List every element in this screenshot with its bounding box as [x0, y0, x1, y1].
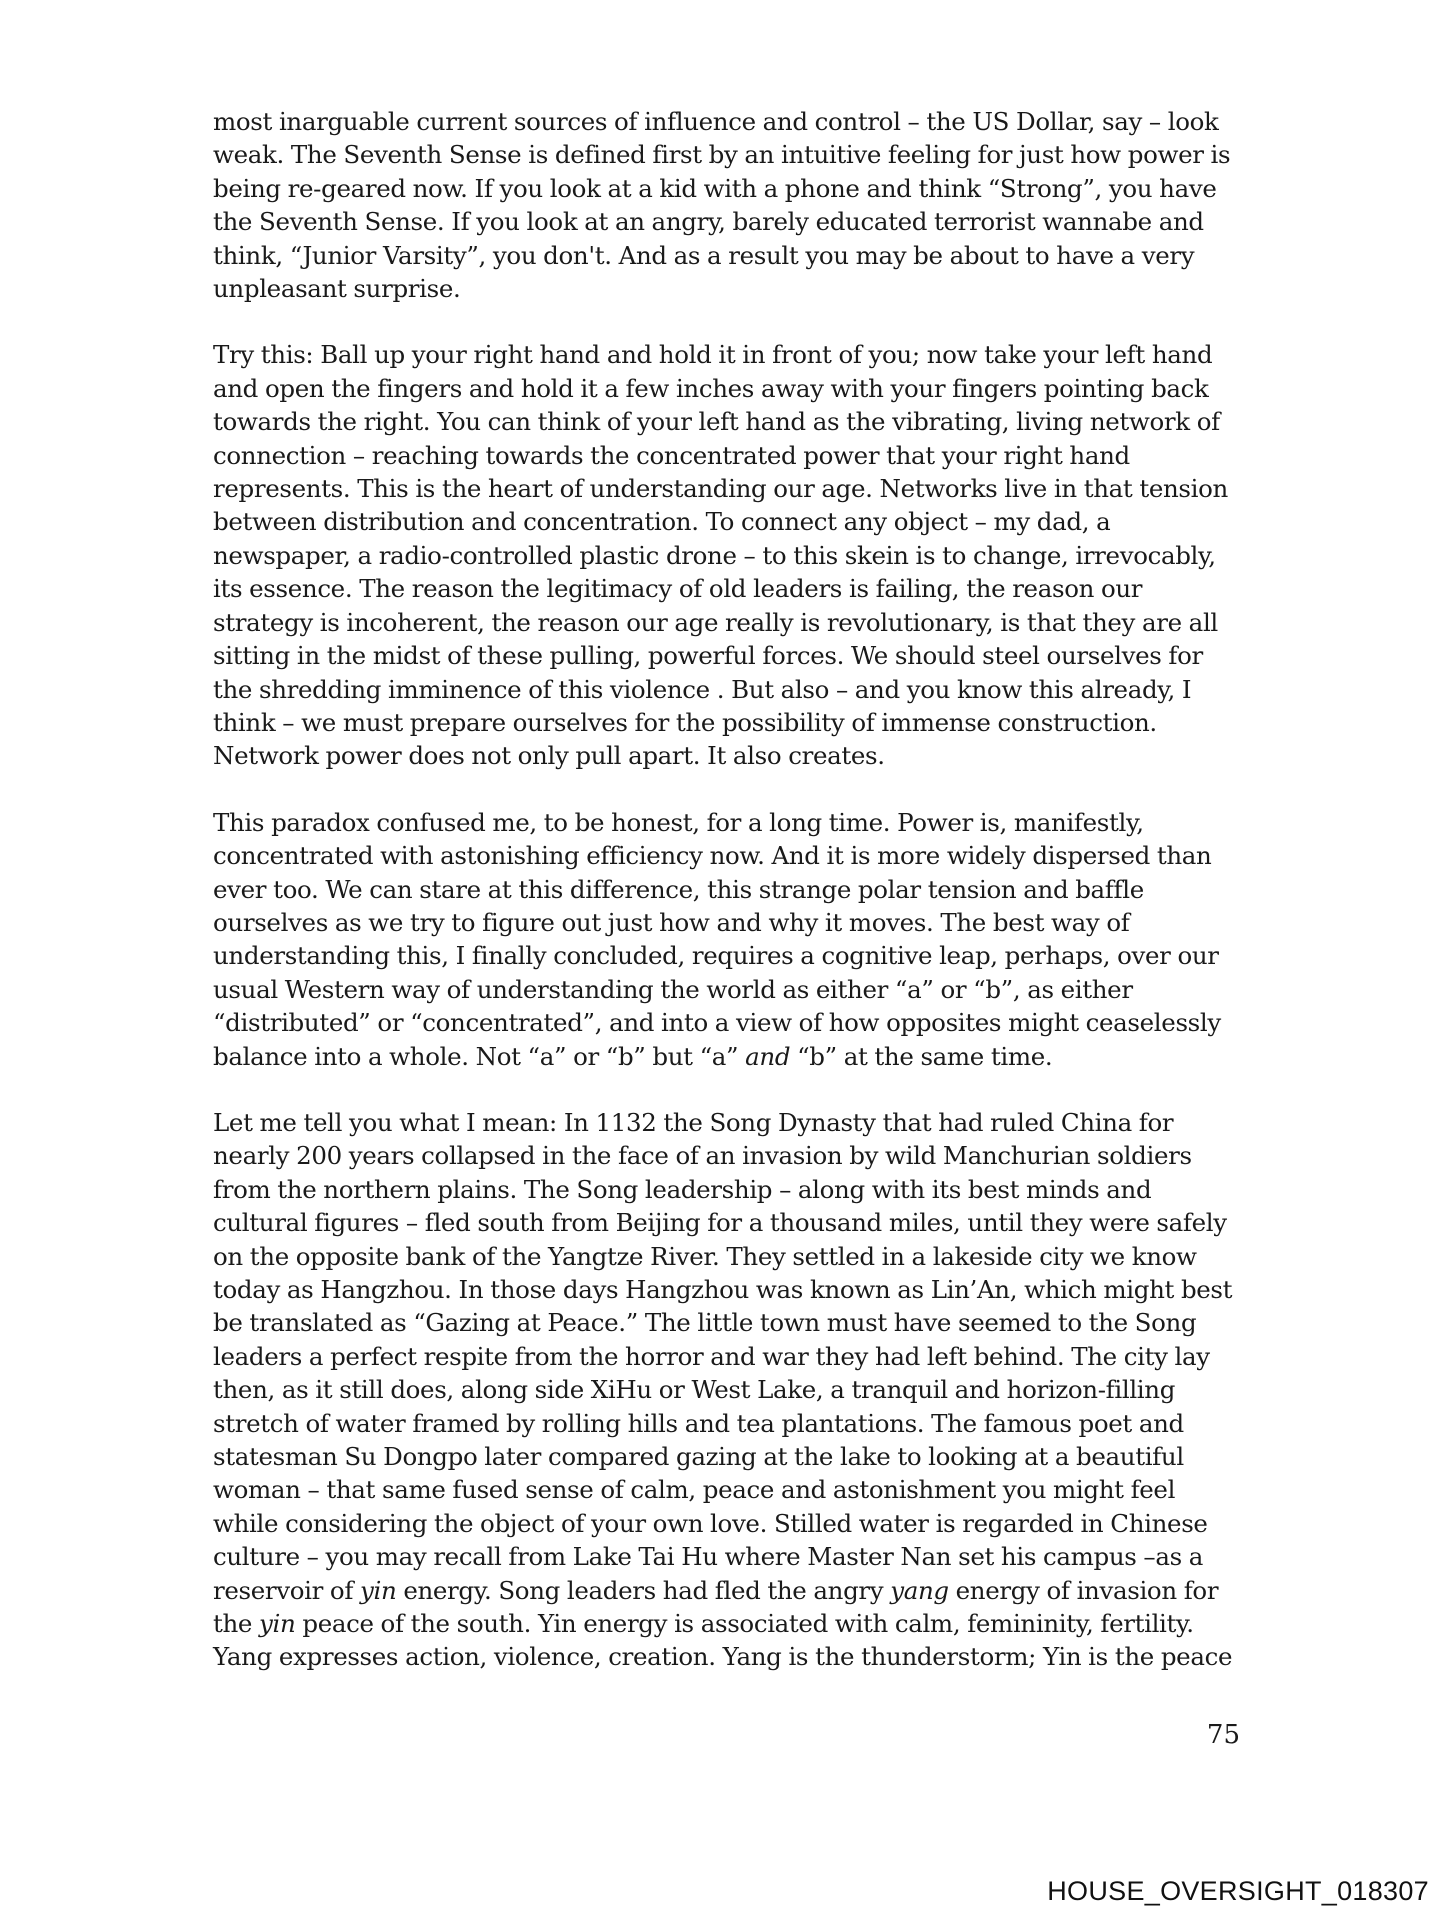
paragraph-text: This paradox confused me, to be honest, for a long time. Power is, manifestly, concentrated with astonishing efficiency now. And it is more widely dispersed than ever too. We can stare at this difference, this strange polar tension and baffle ourselves as we try to figure out just how and why it moves. The best way of understanding this, I finally concluded, requires a cognitive leap, perhaps, over our usual Western way of understanding the world as either “a” or “b”, as either “distributed” or “concentrated”, and into a view of how opposites might ceaselessly balance into a whole. Not “a” or “b” but “a”	[213, 807, 1221, 1071]
paragraph-text: energy of invasion for the	[213, 1575, 1219, 1639]
paragraph-text: Try this: Ball up your right hand and hold it in front of you; now take your left hand and open the fingers and hold it a few inches away with your fingers pointing back towards the right. You can think of your left hand as the vibrating, living network of connection – reaching towards the concentrated power that your right hand represents. This is the heart of understanding our age. Networks live in that tension between distribution and concentration. To connect any object – my dad, a newspaper, a radio-controlled plastic drone – to this skein is to change, irrevocably, its essence. The reason the legitimacy of old leaders is failing, the reason our strategy is incoherent, the reason our age really is revolutionary, is that they are all sitting in the midst of these pulling, powerful forces. We should steel ourselves for the shredding imminence of this violence . But also – and you know this already, I think – we must prepare ourselves for the possibility of immense construction. Network power does not only pull apart. It also creates.	[213, 340, 1228, 771]
paragraph	[213, 338, 1243, 772]
paragraph-text: peace of the south. Yin energy is associated with calm, femininity, fertility. Yang expresses action, violence, creation. Yang is the thunderstorm; Yin is the peace	[213, 1609, 1233, 1672]
paragraph	[213, 1106, 1243, 1674]
paragraph	[213, 806, 1243, 1073]
italic-text: yin	[359, 1575, 397, 1605]
paragraph-text: energy. Song leaders had fled the angry	[396, 1575, 891, 1605]
italic-text: yin	[259, 1609, 296, 1639]
document-body	[213, 105, 1243, 1707]
italic-text: and	[745, 1041, 791, 1071]
paragraph-text: “b” at the same time.	[790, 1041, 1053, 1071]
paragraph-text: most inarguable current sources of influence and control – the US Dollar, say – look weak. The Seventh Sense is defined first by an intuitive feeling for just how power is being re-geared now. If you look at a kid with a phone and think “Strong”, you have the Seventh Sense. If you look at an angry, barely educated terrorist wannabe and think, “Junior Varsity”, you don't. And as a result you may be about to have a very unpleasant surprise.	[213, 107, 1231, 304]
page-number: 75	[1206, 1720, 1240, 1750]
paragraph-text: Let me tell you what I mean: In 1132 the Song Dynasty that had ruled China for nearly 200 years collapsed in the face of an invasion by wild Manchurian soldiers from the northern plains. The Song leadership – along with its best minds and cultural figures – fled south from Beijing for a thousand miles, until they were safely on the opposite bank of the Yangtze River. They settled in a lakeside city we know today as Hangzhou. In those days Hangzhou was known as Lin’An, which might best be translated as “Gazing at Peace.” The little town must have seemed to the Song leaders a perfect respite from the horror and war they had left behind. The city lay then, as it still does, along side XiHu or West Lake, a tranquil and horizon-filling stretch of water framed by rolling hills and tea plantations. The famous poet and statesman Su Dongpo later compared gazing at the lake to looking at a beautiful woman – that same fused sense of calm, peace and astonishment you might feel while considering the object of your own love. Stilled water is regarded in Chinese culture – you may recall from Lake Tai Hu where Master Nan set his campus –as a reservoir of	[213, 1107, 1233, 1605]
italic-text: yang	[890, 1575, 949, 1605]
paragraph	[213, 105, 1243, 305]
bates-number: HOUSE_OVERSIGHT_018307	[1047, 1876, 1429, 1906]
